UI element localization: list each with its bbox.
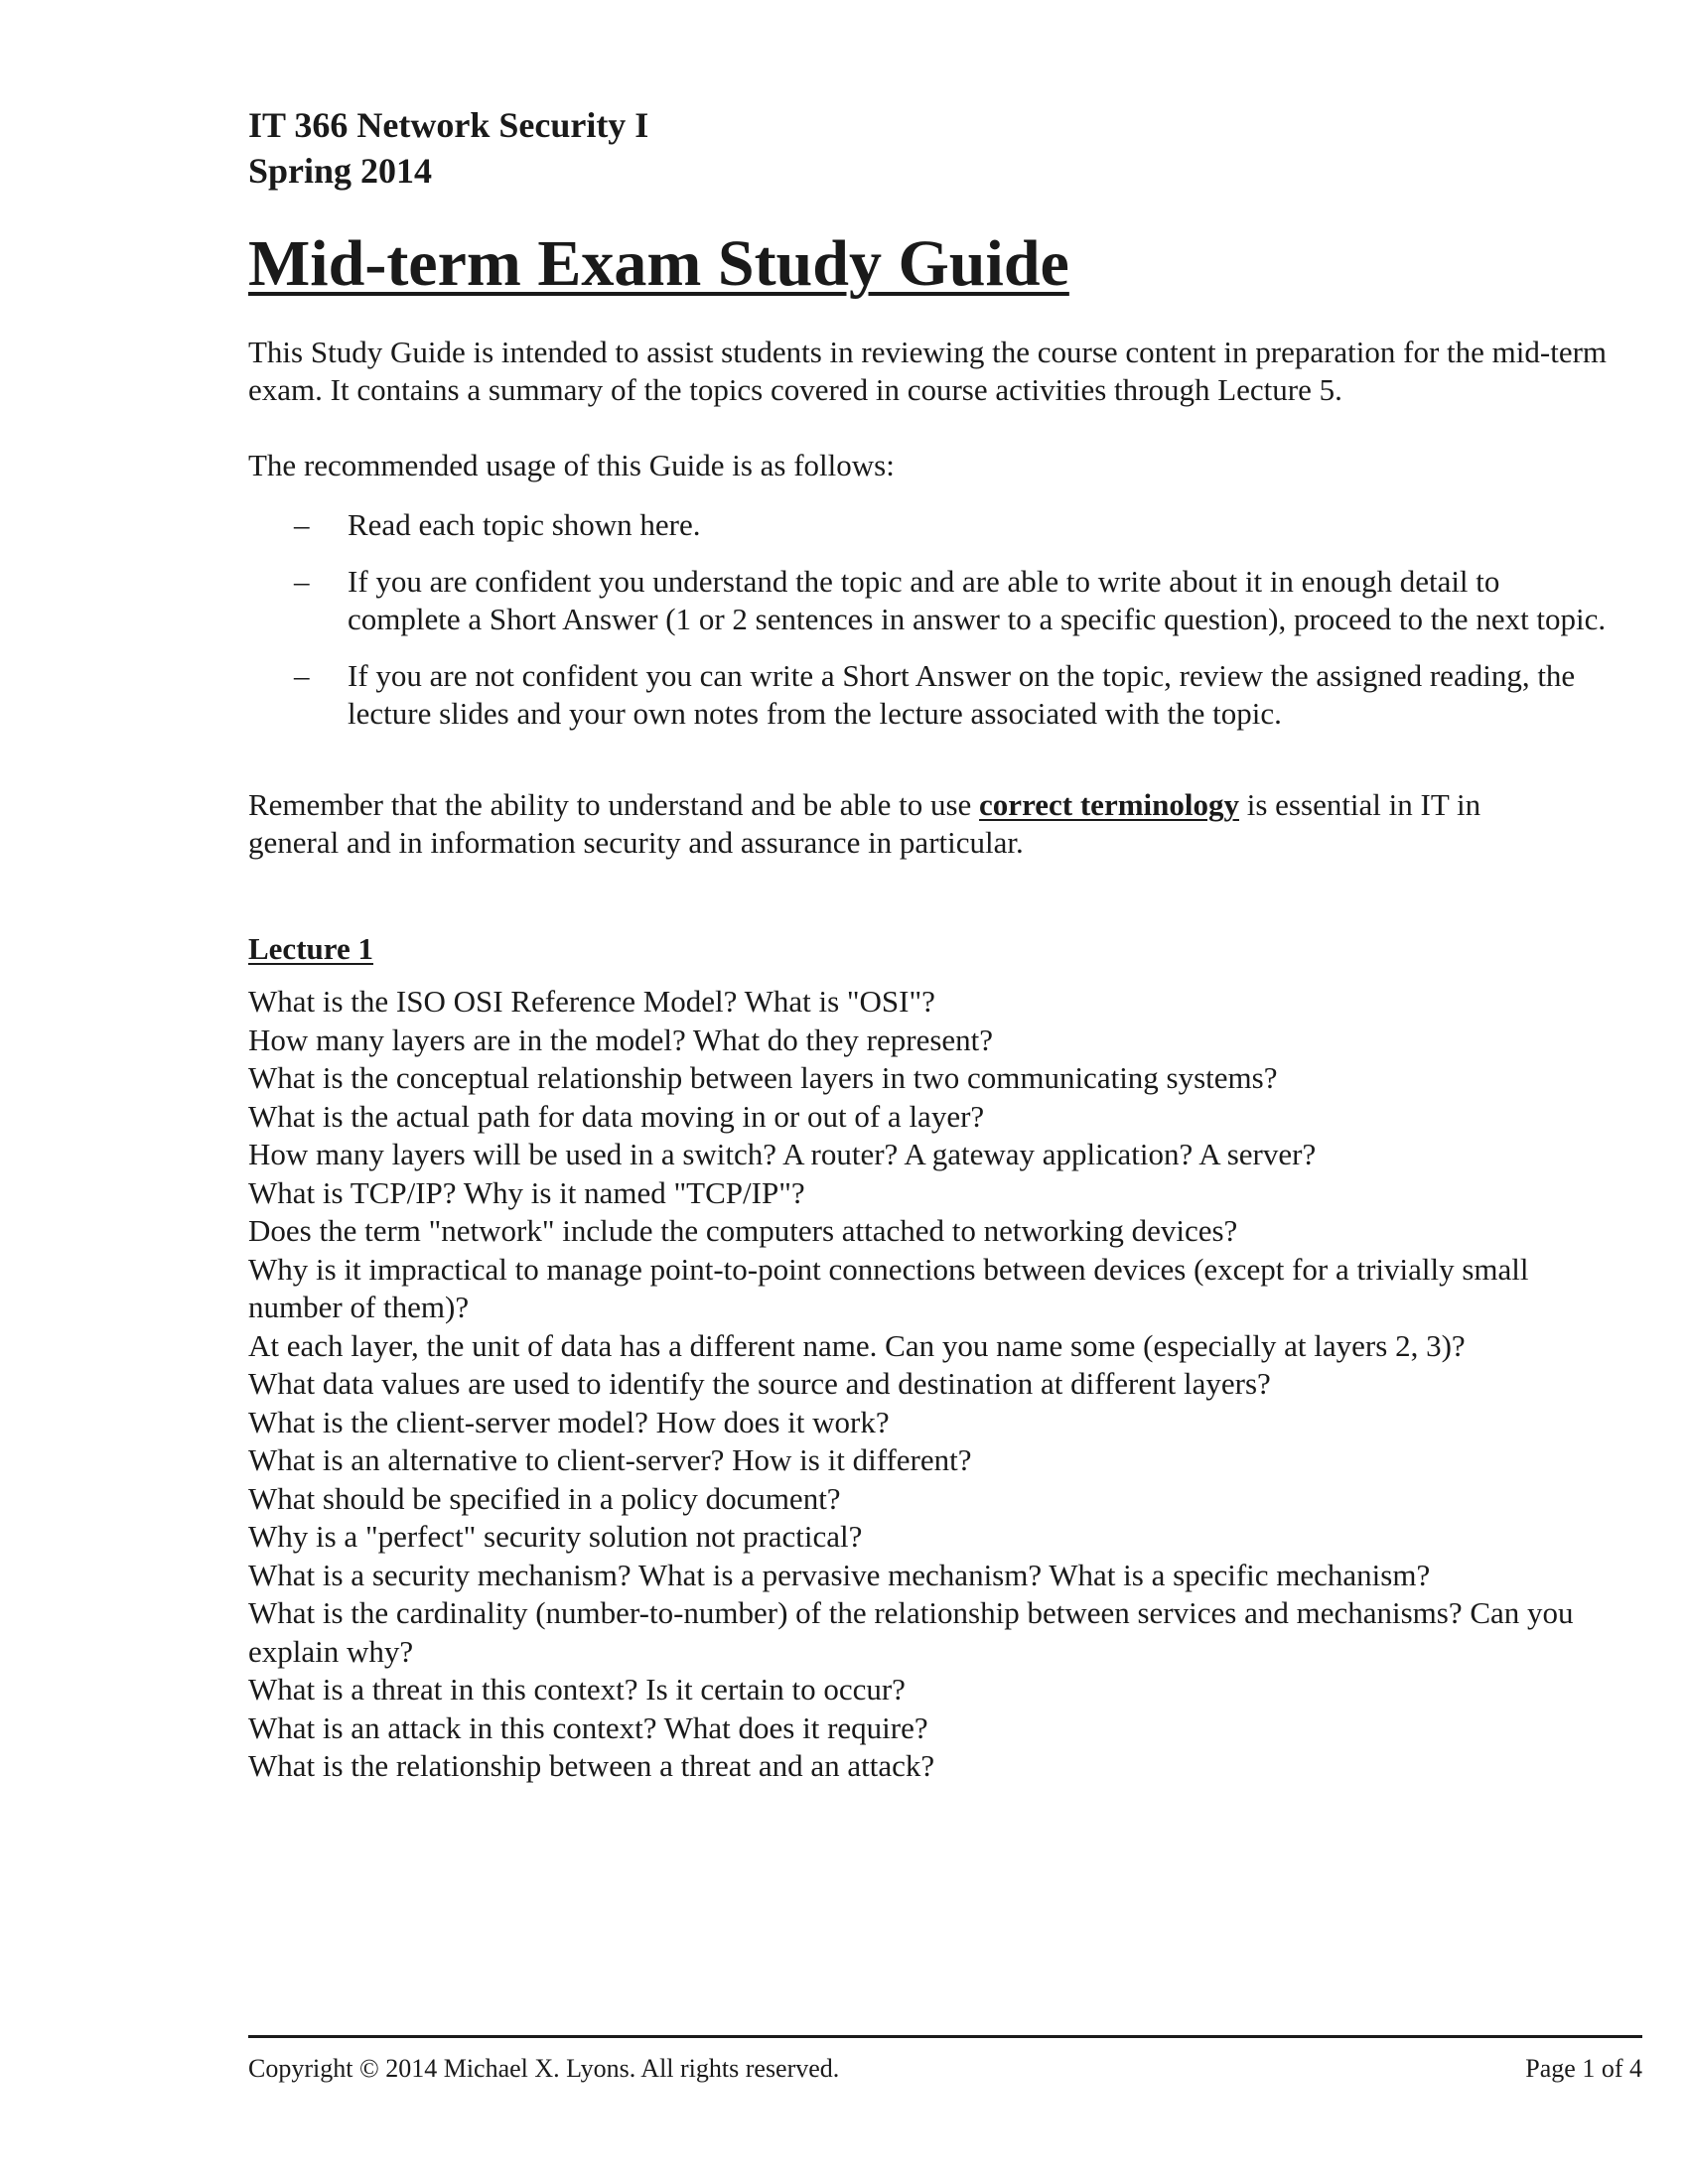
question-item: How many layers will be used in a switch? A router? A gateway application? A server?: [248, 1137, 1317, 1171]
course-title: IT 366 Network Security I: [248, 105, 649, 145]
question-item: Does the term "network" include the computers attached to networking devices?: [248, 1213, 1238, 1248]
question-item: Why is a "perfect" security solution not practical?: [248, 1519, 863, 1554]
usage-list-item: [248, 563, 1609, 638]
course-term: Spring 2014: [248, 151, 433, 191]
remember-paragraph: [248, 786, 1559, 862]
usage-list: [248, 506, 1609, 733]
remember-text-after: is essential in IT in general and in information security and assurance in particular.: [248, 787, 1481, 860]
question-item: What is the relationship between a threat and an attack?: [248, 1748, 935, 1783]
terminology-emphasis: correct terminology: [979, 787, 1239, 822]
copyright-notice: Copyright © 2014 Michael X. Lyons. All rights reserved.: [248, 2054, 840, 2083]
lecture-heading: Lecture 1: [248, 931, 373, 966]
question-item: At each layer, the unit of data has a different name. Can you name some (especially at layers 2, 3)?: [248, 1327, 1466, 1363]
question-item: What is an attack in this context? What does it require?: [248, 1709, 928, 1745]
usage-item-text: If you are confident you understand the topic and are able to write about it in enough detail to complete a Short Answer (1 or 2 sentences in answer to a specific question), proceed to the next topic.: [348, 564, 1607, 636]
dash-marker: –: [294, 564, 310, 599]
intro-paragraph: This Study Guide is intended to assist students in reviewing the course content in preparation for the mid-term exam. It contains a summary of the topics covered in course activities through Lecture 5.: [248, 335, 1608, 407]
page-number: Page 1 of 4: [1525, 2054, 1642, 2083]
remember-text-before: Remember that the ability to understand and be able to use: [248, 787, 980, 822]
usage-item-text: Read each topic shown here.: [348, 507, 701, 542]
question-item: What is a security mechanism? What is a pervasive mechanism? What is a specific mechanism?: [248, 1557, 1431, 1592]
question-list: [248, 983, 1599, 1786]
usage-list-item: [248, 506, 1609, 544]
document-page: [248, 0, 1638, 2184]
question-item: What is the actual path for data moving in or out of a layer?: [248, 1098, 985, 1134]
document-title: Mid-term Exam Study Guide: [248, 227, 1069, 300]
question-item: What is the cardinality (number-to-number) of the relationship between services and mechanisms? Can you explain why?: [248, 1595, 1574, 1669]
question-item: What is the client-server model? How does it work?: [248, 1404, 890, 1439]
question-item: What is a threat in this context? Is it certain to occur?: [248, 1672, 906, 1706]
footer-divider: [248, 2035, 1642, 2038]
usage-list-item: [248, 657, 1609, 733]
question-item: What is the conceptual relationship between layers in two communicating systems?: [248, 1060, 1278, 1095]
dash-marker: –: [294, 507, 310, 542]
usage-intro: The recommended usage of this Guide is as follows:: [248, 448, 895, 482]
question-item: What is TCP/IP? Why is it named "TCP/IP"?: [248, 1174, 805, 1210]
question-item: How many layers are in the model? What do they represent?: [248, 1022, 994, 1057]
question-item: What should be specified in a policy document?: [248, 1480, 841, 1516]
dash-marker: –: [294, 658, 310, 693]
question-item: What data values are used to identify the source and destination at different layers?: [248, 1366, 1271, 1401]
question-item: What is the ISO OSI Reference Model? What is "OSI"?: [248, 984, 935, 1019]
question-item: Why is it impractical to manage point-to-point connections between devices (except for a trivially small number of them)?: [248, 1251, 1529, 1324]
question-item: What is an alternative to client-server? How is it different?: [248, 1442, 972, 1477]
usage-item-text: If you are not confident you can write a Short Answer on the topic, review the assigned reading, the lecture slides and your own notes from the lecture associated with the topic.: [348, 658, 1576, 731]
